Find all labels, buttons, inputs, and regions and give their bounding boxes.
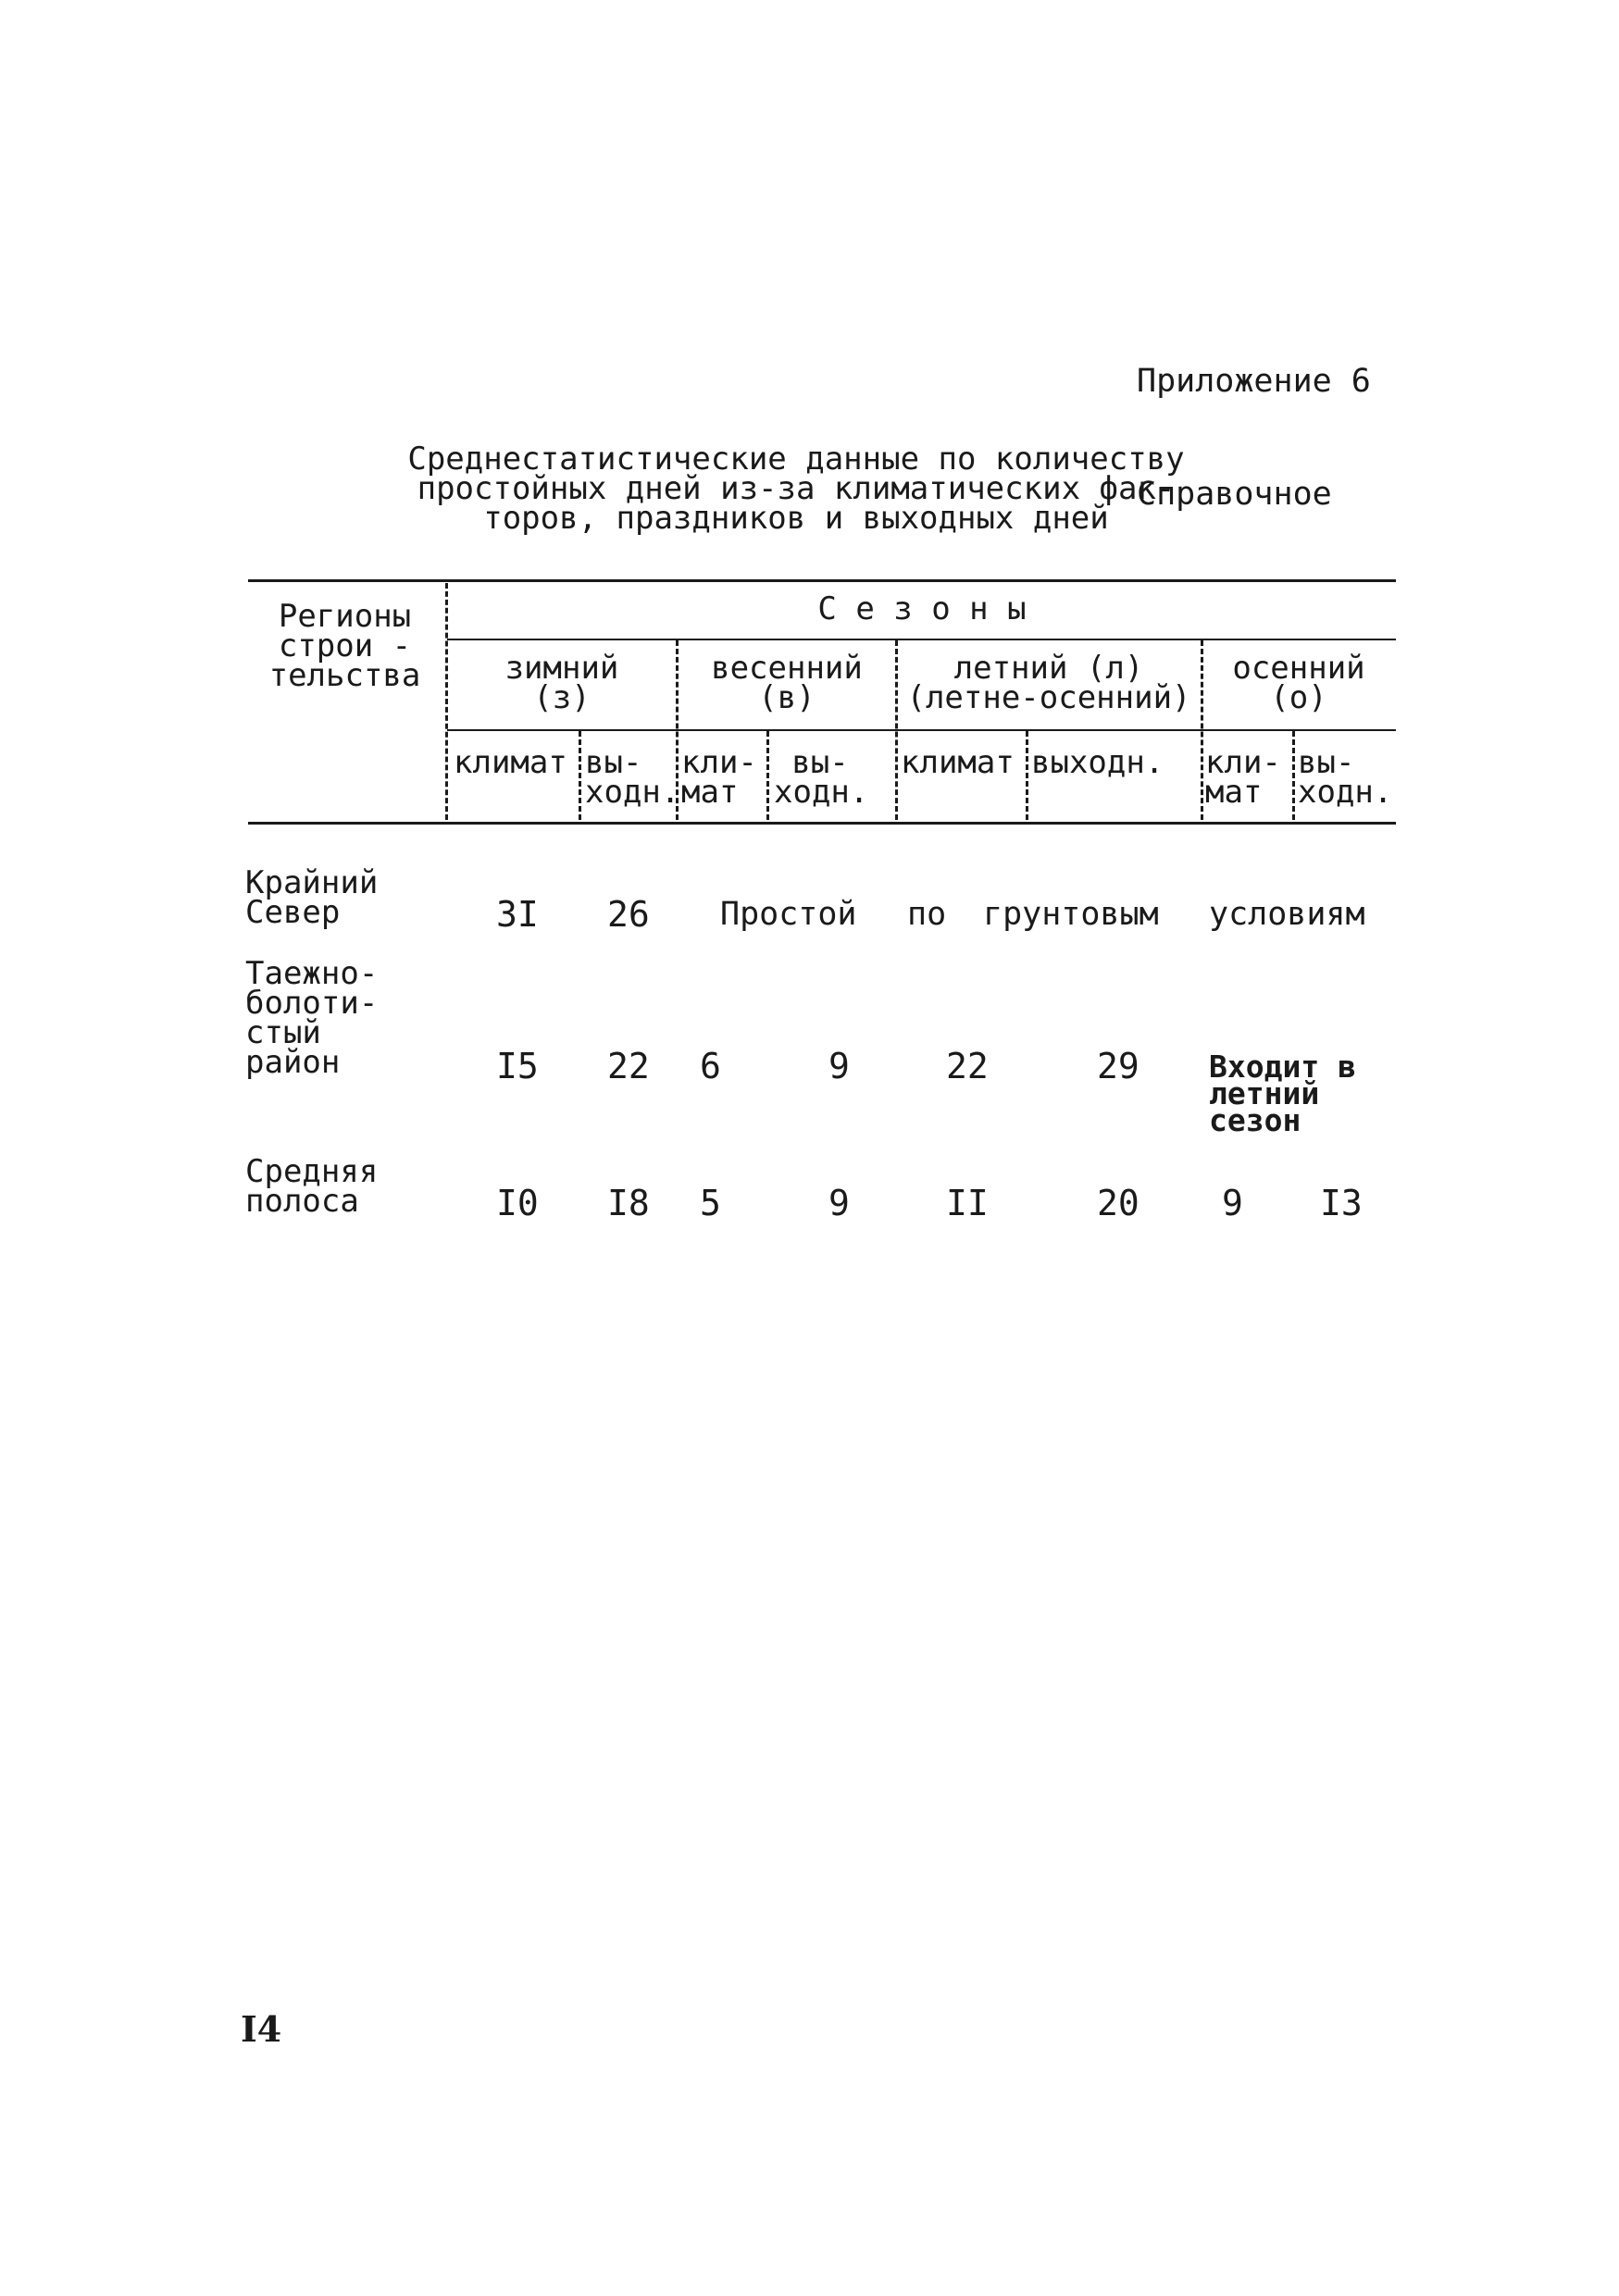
value-summer-climate: 22: [946, 1046, 989, 1086]
value-winter-climate: I0: [496, 1183, 539, 1223]
value-spring-days-off: 9: [828, 1046, 850, 1086]
row-region: Таежно- болоти- стый район: [245, 955, 379, 1081]
sub-spring-days-off: вы- ходн.: [774, 744, 869, 811]
note-word-1: Простой: [720, 896, 857, 933]
table-title: Среднестатистические данные по количеству простойных дней из-за климатических фак- торов, праздников и выходных дней: [407, 441, 1185, 537]
divider-summer-sub: [1026, 731, 1028, 820]
header-region: Регионы строи - тельства: [268, 598, 421, 694]
value-winter-climate: 3I: [496, 894, 539, 935]
page-number: I4: [241, 2008, 282, 2050]
season-winter: зимний (з): [504, 650, 619, 716]
season-summer: летний (л) (летне-осенний): [906, 650, 1191, 716]
divider-spring-sub: [766, 731, 769, 820]
appendix-type: Справочное: [1137, 476, 1332, 513]
value-spring-climate: 5: [700, 1183, 721, 1223]
appendix-number: Приложение 6: [1137, 363, 1371, 400]
note-word-2: по: [907, 896, 947, 933]
note-word-3: грунтовым: [983, 896, 1159, 933]
season-spring: весенний (в): [711, 650, 863, 716]
value-summer-days-off: 20: [1097, 1183, 1140, 1223]
value-winter-climate: I5: [496, 1046, 539, 1086]
row-region: Крайний Север: [245, 864, 379, 931]
sub-summer-climate: климат: [901, 744, 1015, 781]
value-spring-days-off: 9: [828, 1183, 850, 1223]
value-autumn-climate: 9: [1222, 1183, 1243, 1223]
value-spring-climate: 6: [700, 1046, 721, 1086]
row-region: Средняя полоса: [245, 1153, 379, 1220]
header-bottom-rule: [248, 822, 1396, 825]
subheader-rule: [447, 729, 1396, 731]
sub-spring-climate: кли- мат: [681, 744, 757, 811]
note-word-4: условиям: [1209, 896, 1365, 933]
sub-winter-days-off: вы- ходн.: [585, 744, 680, 811]
autumn-note: Входит в летний сезон: [1209, 1049, 1356, 1138]
value-winter-days-off: I8: [607, 1183, 650, 1223]
value-autumn-days-off: I3: [1320, 1183, 1363, 1223]
header-seasons: С е з о н ы: [817, 590, 1027, 627]
sub-autumn-days-off: вы- ходн.: [1298, 744, 1393, 811]
season-autumn: осенний (о): [1232, 650, 1365, 716]
table-top-rule: [248, 579, 1396, 582]
sub-winter-climate: климат: [454, 744, 567, 781]
value-winter-days-off: 26: [607, 894, 650, 935]
divider-autumn-sub: [1292, 731, 1295, 820]
divider-winter-sub: [579, 731, 581, 820]
seasons-rule: [447, 639, 1396, 640]
sub-summer-days-off: выходн.: [1031, 744, 1164, 781]
value-summer-days-off: 29: [1097, 1046, 1140, 1086]
sub-autumn-climate: кли- мат: [1205, 744, 1281, 811]
divider-region: [445, 583, 448, 820]
value-summer-climate: II: [946, 1183, 989, 1223]
value-winter-days-off: 22: [607, 1046, 650, 1086]
